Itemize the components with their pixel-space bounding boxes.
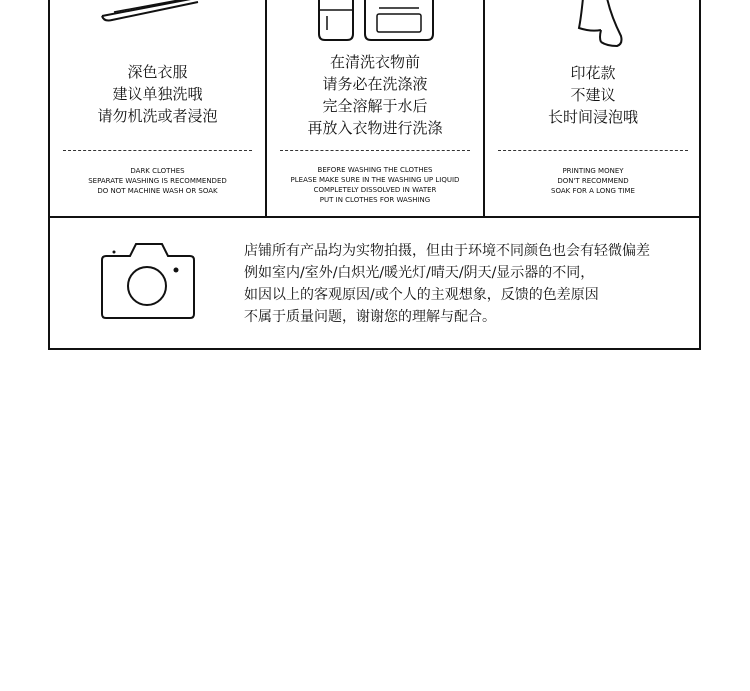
color-difference-notice bbox=[244, 240, 684, 328]
en-line: DARK CLOTHES bbox=[130, 167, 185, 175]
cn-line: 印花款 bbox=[570, 64, 616, 82]
cn-line: 建议单独洗哦 bbox=[112, 85, 203, 103]
cn-line: 请务必在洗涤液 bbox=[322, 75, 428, 93]
en-line: DO NOT MACHINE WASH OR SOAK bbox=[97, 187, 218, 195]
cn-line: 请勿机洗或者浸泡 bbox=[97, 107, 218, 125]
care-tip-washing-liquid bbox=[267, 0, 485, 216]
en-line: SEPARATE WASHING IS RECOMMENDED bbox=[88, 177, 227, 185]
care-tip-dark-clothes bbox=[50, 0, 267, 216]
notice-line: 例如室内/室外/白炽光/暖光灯/晴天/阴天/显示器的不同， bbox=[244, 265, 595, 281]
care-tip-printed-items bbox=[485, 0, 701, 216]
cn-line: 再放入衣物进行洗涤 bbox=[307, 119, 443, 137]
cn-line: 完全溶解于水后 bbox=[322, 97, 428, 115]
en-line: SOAK FOR A LONG TIME bbox=[551, 187, 635, 195]
care-tips-row bbox=[50, 0, 699, 218]
en-line: PRINTING MONEY bbox=[562, 167, 624, 175]
care-tip-en-text bbox=[267, 165, 483, 205]
en-line: PLEASE MAKE SURE IN THE WASHING UP LIQUID bbox=[290, 176, 460, 184]
notice-line: 店铺所有产品均为实物拍摄，但由于环境不同颜色也会有轻微偏差 bbox=[244, 243, 650, 259]
notice-line: 不属于质量问题，谢谢您的理解与配合。 bbox=[244, 309, 496, 325]
dashed-divider bbox=[498, 150, 688, 151]
care-tip-cn-text bbox=[267, 51, 483, 139]
cn-line: 不建议 bbox=[570, 86, 616, 104]
color-notice-row bbox=[50, 218, 699, 348]
camera-icon bbox=[100, 242, 196, 320]
cn-line: 在清洗衣物前 bbox=[329, 53, 420, 71]
notice-line: 如因以上的客观原因/或个人的主观想象，反馈的色差原因 bbox=[244, 287, 599, 303]
dashed-divider bbox=[63, 150, 252, 151]
en-line: DON'T RECOMMEND bbox=[557, 177, 629, 185]
care-tip-en-text bbox=[485, 166, 701, 196]
cn-line: 长时间浸泡哦 bbox=[547, 108, 638, 126]
care-tip-cn-text bbox=[50, 61, 265, 127]
care-tip-cn-text bbox=[485, 62, 701, 128]
en-line: PUT IN CLOTHES FOR WASHING bbox=[319, 196, 431, 204]
washing-machine-icon bbox=[317, 0, 437, 43]
en-line: COMPLETELY DISSOLVED IN WATER bbox=[313, 186, 437, 194]
cloth-icon bbox=[577, 0, 637, 50]
care-instructions-panel bbox=[48, 0, 701, 350]
care-tip-en-text bbox=[50, 166, 265, 196]
cn-line: 深色衣服 bbox=[127, 63, 188, 81]
en-line: BEFORE WASHING THE CLOTHES bbox=[317, 166, 433, 174]
dashed-divider bbox=[280, 150, 470, 151]
iron-icon bbox=[100, 0, 210, 28]
